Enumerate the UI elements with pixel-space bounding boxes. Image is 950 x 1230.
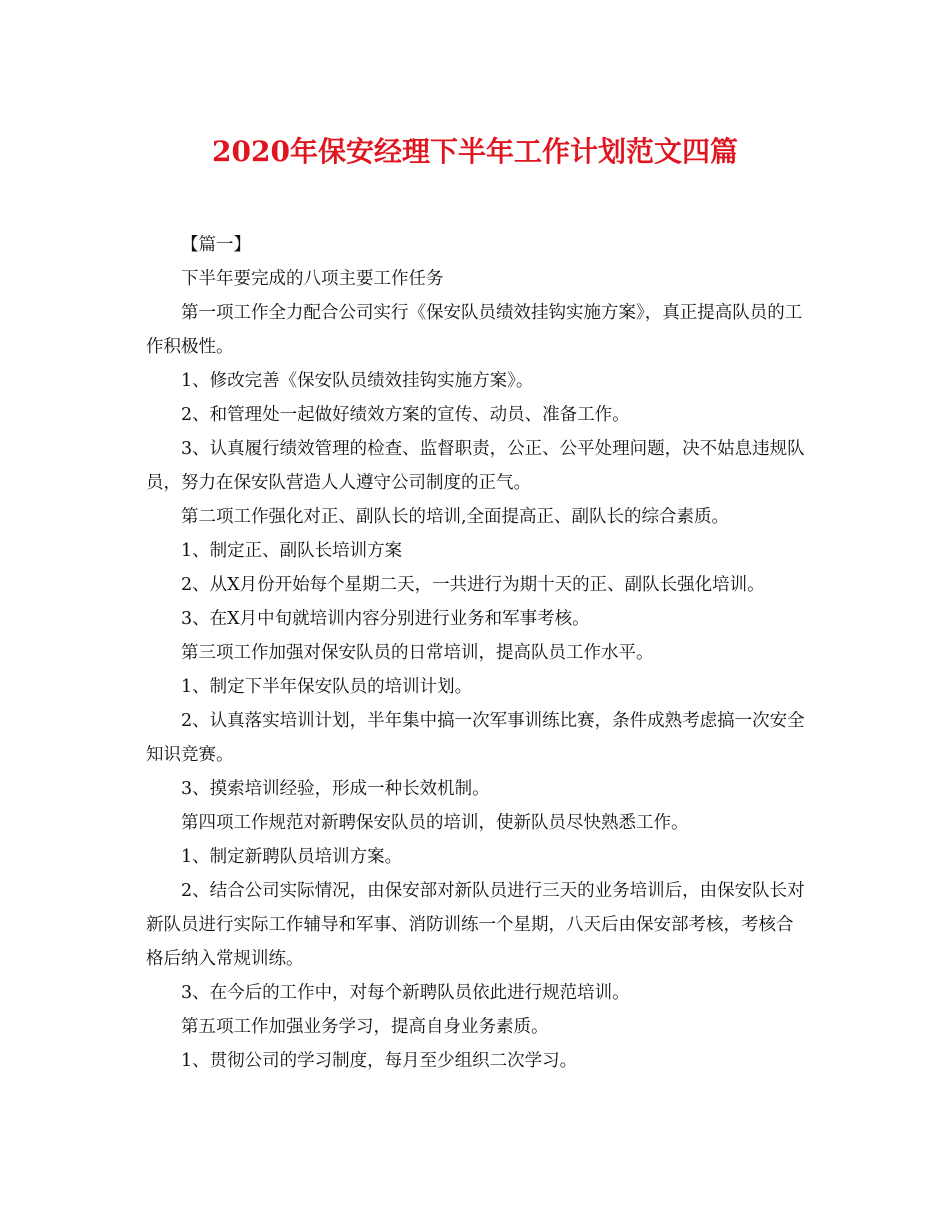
paragraph: 第一项工作全力配合公司实行《保安队员绩效挂钩实施方案》，真正提高队员的工作积极性。 [146, 303, 803, 357]
paragraph: 2、从X月份开始每个星期二天，一共进行为期十天的正、副队长强化培训。 [181, 575, 765, 595]
document-body [146, 228, 806, 1078]
paragraph: 3、摸索培训经验，形成一种长效机制。 [181, 779, 490, 799]
paragraph: 1、制定新聘队员培训方案。 [181, 847, 403, 867]
paragraph: 第四项工作规范对新聘保安队员的培训，使新队员尽快熟悉工作。 [181, 813, 689, 833]
paragraph: 第二项工作强化对正、副队长的培训,全面提高正、副队长的综合素质。 [181, 507, 730, 527]
paragraph: 1、制定下半年保安队员的培训计划。 [181, 677, 473, 697]
paragraph: 1、贯彻公司的学习制度，每月至少组织二次学习。 [181, 1051, 578, 1071]
paragraph: 第五项工作加强业务学习，提高自身业务素质。 [181, 1017, 549, 1037]
paragraph: 2、结合公司实际情况，由保安部对新队员进行三天的业务培训后，由保安队长对新队员进行实际工作辅导和军事、消防训练一个星期，八天后由保安部考核，考核合格后纳入常规训练。 [146, 881, 805, 969]
paragraph: 3、在X月中旬就培训内容分别进行业务和军事考核。 [181, 609, 590, 629]
paragraph: 3、在今后的工作中，对每个新聘队员依此进行规范培训。 [181, 983, 630, 1003]
paragraph: 2、和管理处一起做好绩效方案的宣传、动员、准备工作。 [181, 405, 630, 425]
paragraph: 下半年要完成的八项主要工作任务 [181, 269, 444, 289]
paragraph: 2、认真落实培训计划，半年集中搞一次军事训练比赛，条件成熟考虑搞一次安全知识竞赛。 [146, 711, 805, 765]
paragraph: 【篇一】 [181, 235, 251, 255]
paragraph: 3、认真履行绩效管理的检查、监督职责，公正、公平处理问题，决不姑息违规队员，努力在保安队营造人人遵守公司制度的正气。 [146, 439, 805, 493]
paragraph: 第三项工作加强对保安队员的日常培训，提高队员工作水平。 [181, 643, 654, 663]
paragraph: 1、制定正、副队长培训方案 [181, 541, 403, 561]
paragraph: 1、修改完善《保安队员绩效挂钩实施方案》。 [181, 371, 534, 391]
document-title: 2020年保安经理下半年工作计划范文四篇 [212, 135, 738, 168]
